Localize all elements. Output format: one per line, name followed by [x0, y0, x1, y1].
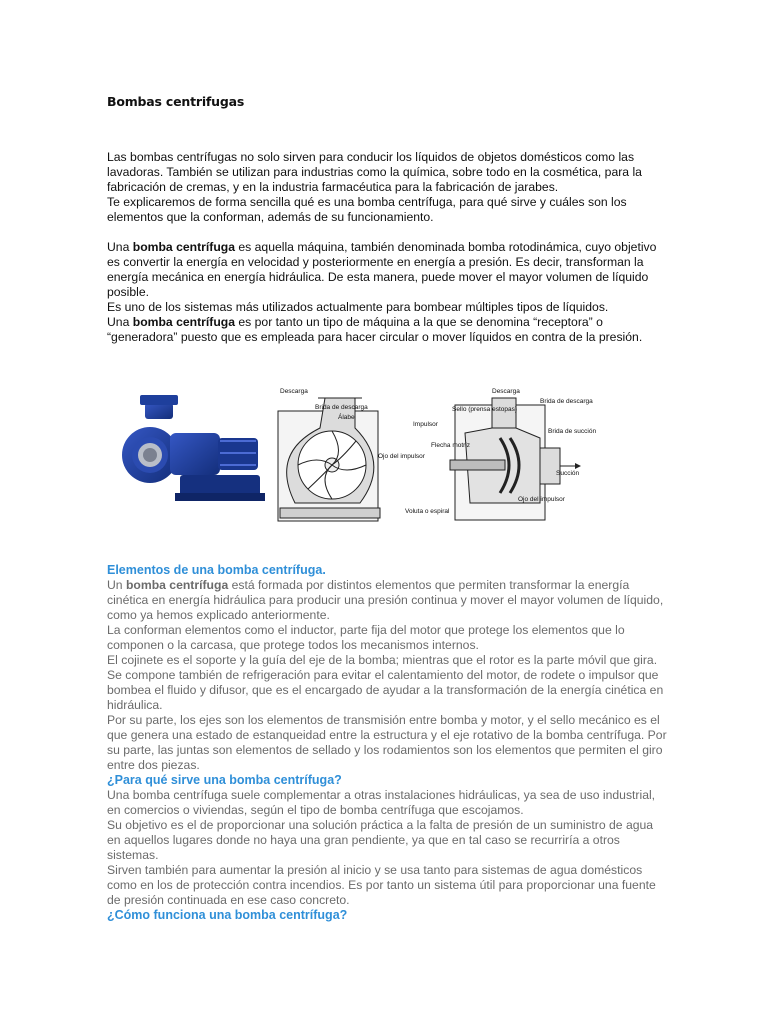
intro-section: [107, 150, 667, 345]
intro-paragraph-2: Te explicaremos de forma sencilla qué es una bomba centrífuga, para qué sirve y cuáles son los elementos que la conforman, además de su funcionamiento.: [107, 195, 627, 224]
sirve-paragraph-3: Sirven también para aumentar la presión al inicio y se usa tanto para sistemas de agua domésticos como en los de protección contra incendios. Es por tanto un sistema útil para proporcionar una fuente de presión continuada en ese caso concreto.: [107, 863, 656, 907]
label-flecha: Flecha motriz: [431, 442, 471, 449]
label-voluta: Voluta o espiral: [405, 508, 450, 515]
label-descarga-1: Descarga: [280, 388, 308, 395]
pump-photo: [122, 395, 265, 501]
pump-figure: [120, 383, 597, 523]
heading-como-funciona: ¿Cómo funciona una bomba centrífuga?: [107, 908, 348, 922]
intro-p3-pre: Una: [107, 240, 133, 254]
intro-p5-post: es por tanto un tipo de máquina a la que se denomina “receptora” o “generadora” puesto que es empleada para hacer circular o mover líquidos en contra de la presión.: [107, 315, 643, 344]
elementos-p1-bold: bomba centrífuga: [125, 578, 229, 592]
sirve-paragraph-1: Una bomba centrífuga suele complementar a otras instalaciones hidráulicas, ya sea de uso industrial, en comercios o viviendas, según el tipo de bomba centrífuga que escojamos.: [107, 788, 656, 817]
intro-p5-pre: Una: [107, 315, 133, 329]
intro-p5-bold: bomba centrífuga: [132, 315, 235, 329]
sirve-paragraph-2: Su objetivo es el de proporcionar una solución práctica a la falta de presión de un suministro de agua en aquellos lugares donde no haya una gran pendiente, ya que en tal caso se recurriría a otros sistemas.: [107, 818, 654, 862]
heading-elementos: Elementos de una bomba centrífuga.: [107, 563, 326, 577]
label-alabe: Álabe: [338, 414, 355, 421]
label-impulsor: Impulsor: [413, 421, 438, 428]
label-brida-descarga-2: Brida de descarga: [540, 398, 593, 405]
volute-diagram: [278, 398, 380, 521]
label-succion: Succión: [556, 470, 580, 477]
intro-paragraph-4: Es uno de los sistemas más utilizados actualmente para bombear múltiples tipos de líquidos.: [107, 300, 609, 314]
intro-p3-bold: bomba centrífuga: [132, 240, 235, 254]
elementos-paragraph-4: Por su parte, los ejes son los elementos de transmisión entre bomba y motor, y el sello mecánico es el que genera una estado de estanqueidad entre la estructura y el eje rotativo de la bomba centrífuga. Por su parte, las juntas son elementos de sellado y los rodamientos son los elementos que permiten el giro entre dos piezas.: [107, 713, 667, 772]
label-descarga-2: Descarga: [492, 388, 520, 395]
elementos-paragraph-1: [107, 578, 667, 623]
label-ojo-impulsor-2: Ojo del impulsor: [518, 496, 565, 503]
heading-para-que-sirve: ¿Para qué sirve una bomba centrífuga?: [107, 773, 342, 787]
label-brida-descarga-1: Brida de descarga: [315, 404, 368, 411]
section-elementos: [107, 563, 667, 923]
intro-paragraph-1: Las bombas centrífugas no solo sirven para conducir los líquidos de objetos domésticos como las lavadoras. También se utilizan para industrias como la química, sobre todo en la cosmética, para la fabricación de cremas, y en la industria farmacéutica para la fabricación de jarabes.: [107, 150, 642, 194]
label-sello: Sello (prensa estopas): [452, 406, 518, 413]
label-brida-succion: Brida de succión: [548, 428, 597, 435]
elementos-p1-pre: Un: [107, 578, 126, 592]
elementos-p1-post: está formada por distintos elementos que permiten transformar la energía cinética en energía hidráulica para producir una presión continua y mover el mayor volumen de líquido, como ya hemos explicado anteriormente.: [107, 578, 664, 622]
elementos-paragraph-2: La conforman elementos como el inductor, parte fija del motor que protege los elementos que lo componen o la carcasa, que protege todos los mecanismos internos.: [107, 623, 625, 652]
intro-p3-post: es aquella máquina, también denominada bomba rotodinámica, cuyo objetivo es convertir la energía en velocidad y posteriormente en energía a presión. Es decir, transforman la energía mecánica en energía hidráulica. De esta manera, puede mover el mayor volumen de líquido posible.: [107, 240, 657, 299]
elementos-paragraph-3: El cojinete es el soporte y la guía del eje de la bomba; mientras que el rotor es la parte móvil que gira. Se compone también de refrigeración para evitar el calentamiento del motor, de rodete o impulsor que bombea el fluido y difusor, que es el encargado de ayudar a la transformación de la energía cinética en hidráulica.: [107, 653, 664, 712]
label-ojo-impulsor-1: Ojo del impulsor: [378, 453, 425, 460]
document-title: Bombas centrifugas: [107, 94, 245, 109]
intro-paragraph-5: [107, 315, 667, 345]
intro-paragraph-3: [107, 240, 667, 300]
